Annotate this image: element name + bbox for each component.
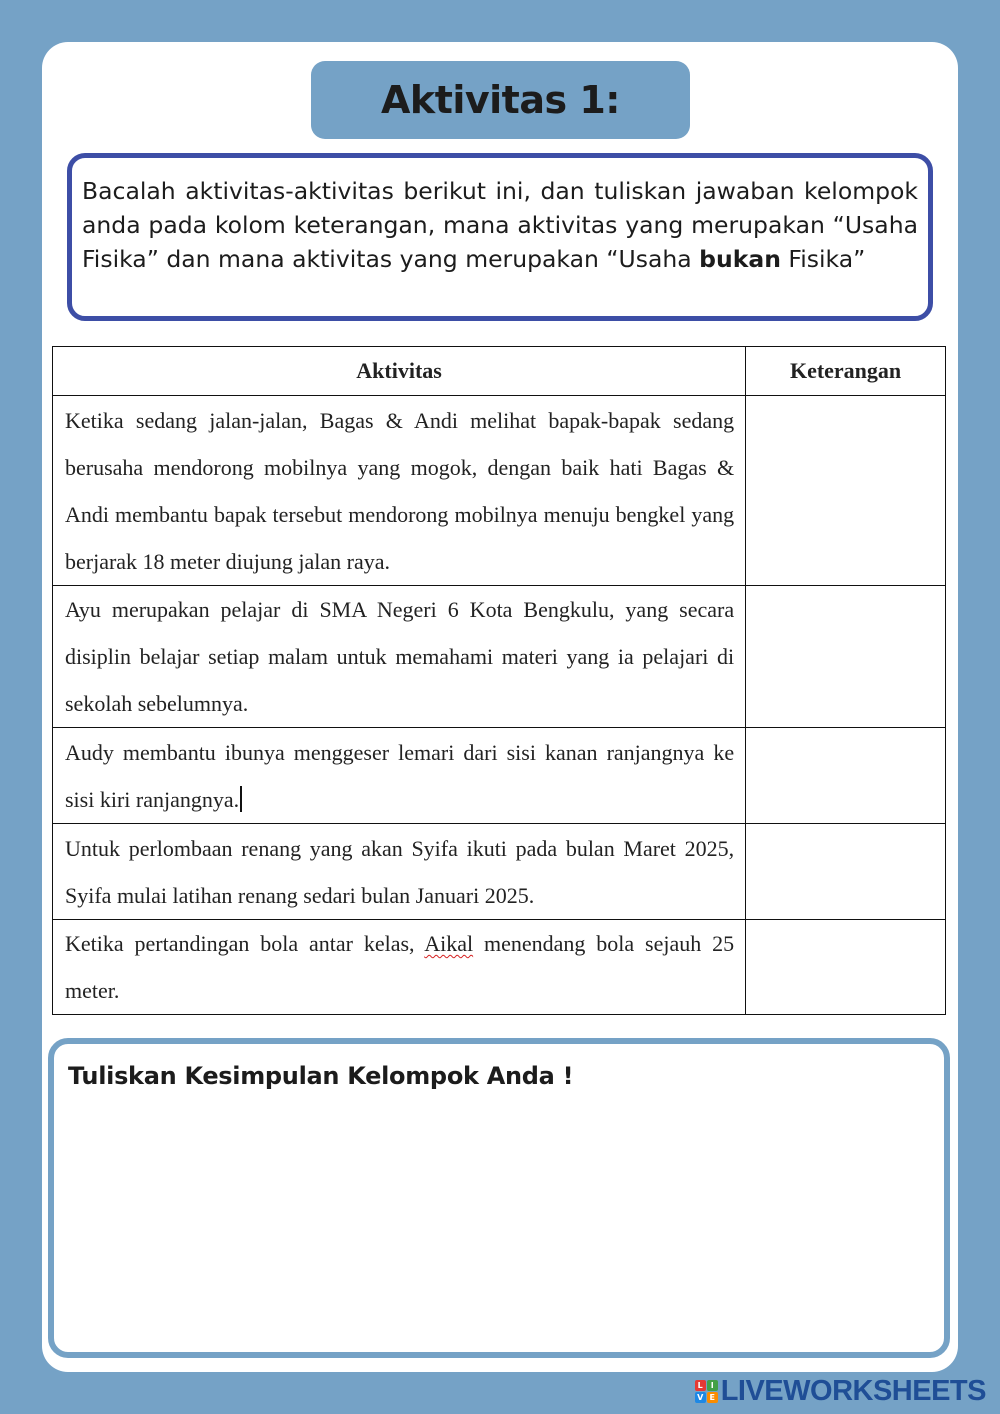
- conclusion-box: [48, 1038, 950, 1358]
- activity-table: [52, 346, 946, 1015]
- logo-tile: L: [695, 1380, 706, 1391]
- instruction-text-bold: bukan: [699, 245, 781, 273]
- header-note: Keterangan: [746, 347, 946, 396]
- activity-title-text: Aktivitas 1:: [381, 78, 620, 122]
- instruction-text-end: Fisika”: [780, 245, 866, 273]
- activity-title: [311, 61, 690, 139]
- activity-text: Audy membantu ibunya menggeser lemari dari sisi kanan ranjangnya ke sisi kiri ranjangnya.: [65, 739, 735, 812]
- table-row: [53, 586, 946, 728]
- note-cell[interactable]: [746, 728, 946, 824]
- note-cell[interactable]: [746, 920, 946, 1015]
- instruction-text-start: Bacalah aktivitas-aktivitas berikut ini, dan tuliskan jawaban kelompok anda pada kolom keterangan, mana aktivitas yang merupakan “Usaha Fisika” dan mana aktivitas yang merupakan “Usaha: [82, 177, 918, 273]
- table-header-row: [53, 347, 946, 396]
- logo-tile: E: [707, 1392, 718, 1403]
- liveworksheets-brand: [695, 1374, 986, 1408]
- table-row: [53, 824, 946, 920]
- conclusion-title: Tuliskan Kesimpulan Kelompok Anda !: [68, 1062, 574, 1090]
- note-cell[interactable]: [746, 824, 946, 920]
- activity-text-end: menendang bola sejauh 25 meter.: [65, 931, 735, 1003]
- conclusion-answer-area[interactable]: [64, 1108, 934, 1342]
- table-row: [53, 728, 946, 824]
- activity-cell: [53, 920, 746, 1015]
- liveworksheets-logo-icon: [695, 1380, 718, 1403]
- activity-cell: Ayu merupakan pelajar di SMA Negeri 6 Kota Bengkulu, yang secara disiplin belajar setiap malam untuk memahami materi yang ia pelajari di sekolah sebelumnya.: [53, 586, 746, 728]
- text-cursor: [240, 786, 242, 812]
- activity-cell: Untuk perlombaan renang yang akan Syifa ikuti pada bulan Maret 2025, Syifa mulai latihan renang sedari bulan Januari 2025.: [53, 824, 746, 920]
- header-activity: Aktivitas: [53, 347, 746, 396]
- activity-cell: [53, 728, 746, 824]
- note-cell[interactable]: [746, 586, 946, 728]
- activity-cell: Ketika sedang jalan-jalan, Bagas & Andi melihat bapak-bapak sedang berusaha mendorong mobilnya yang mogok, dengan baik hati Bagas & Andi membantu bapak tersebut mendorong mobilnya menuju bengkel yang berjarak 18 meter diujung jalan raya.: [53, 396, 746, 586]
- activity-text-start: Ketika pertandingan bola antar kelas,: [65, 931, 425, 956]
- note-cell[interactable]: [746, 396, 946, 586]
- table-row: [53, 920, 946, 1015]
- table-row: [53, 396, 946, 586]
- instruction-box: [67, 153, 933, 321]
- logo-tile: I: [707, 1380, 718, 1391]
- logo-tile: V: [695, 1392, 706, 1403]
- brand-text: LIVEWORKSHEETS: [720, 1374, 986, 1407]
- spellcheck-word: Aikal: [424, 931, 474, 956]
